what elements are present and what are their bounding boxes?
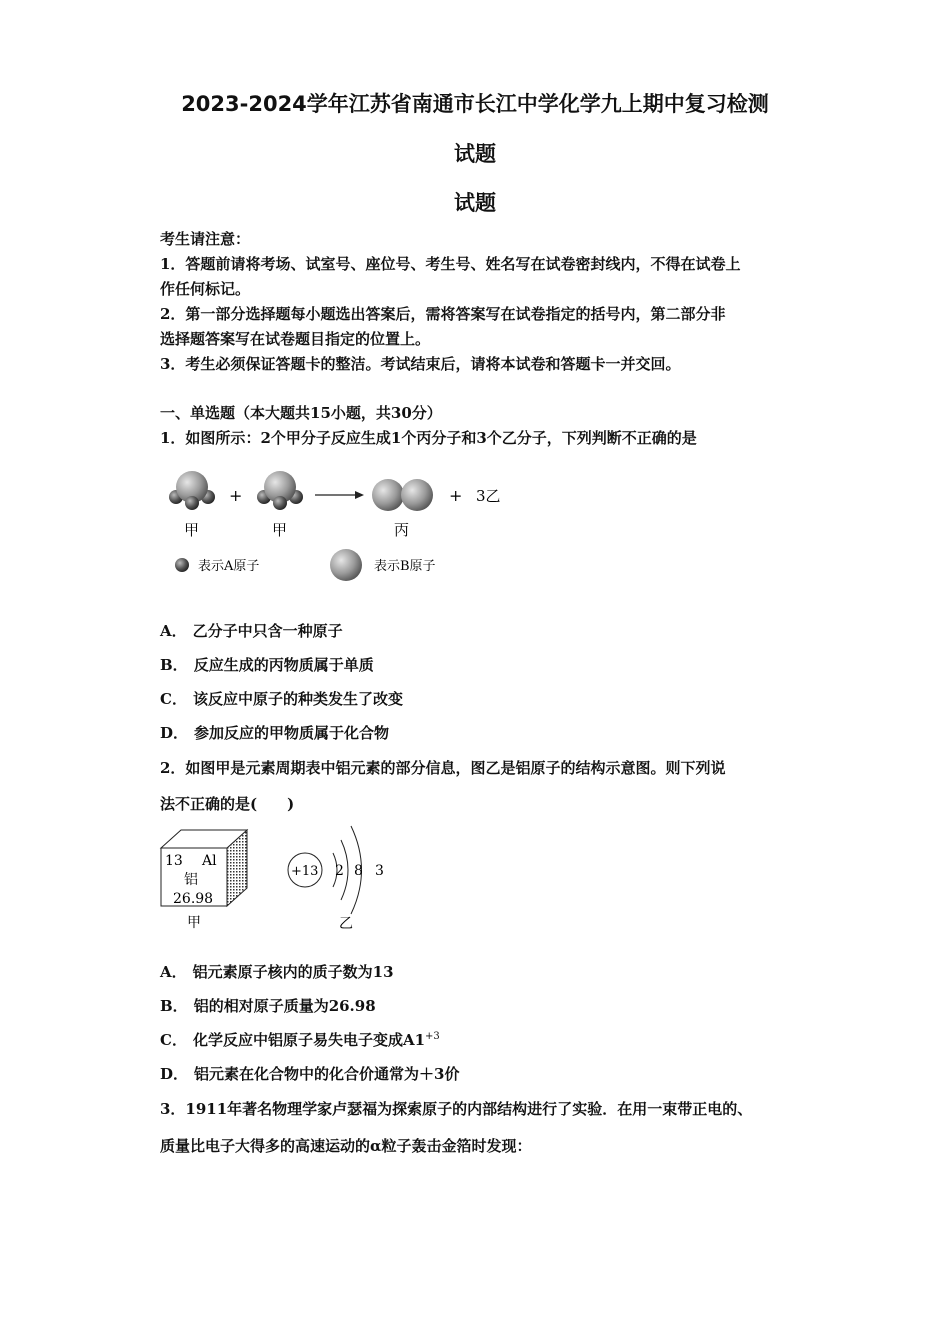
- option-text: 乙分子中只含一种原子: [192, 622, 343, 640]
- option-label: C．: [160, 690, 187, 708]
- atomic-mass: 26.98: [173, 891, 214, 907]
- caption-yi: 乙: [339, 916, 353, 932]
- notice-line: 选择题答案写在试卷题目指定的位置上。: [160, 330, 431, 348]
- atomic-number: 13: [165, 853, 183, 869]
- label-jia: 甲: [272, 521, 288, 539]
- option-label: B．: [160, 997, 188, 1015]
- exam-title-line1: 2023-2024学年江苏省南通市长江中学化学九上期中复习检测: [181, 92, 769, 116]
- q2-aluminum-figure: [155, 820, 405, 935]
- q3-stem-line2: 质量比电子大得多的高速运动的α粒子轰击金箔时发现：: [160, 1137, 532, 1155]
- element-name: 铝: [184, 872, 198, 888]
- label-jia: 甲: [184, 521, 200, 539]
- shell-3-electrons: 3: [375, 863, 384, 879]
- option-text: 参加反应的甲物质属于化合物: [194, 724, 390, 742]
- legend-a-atom-icon: [175, 558, 189, 572]
- shell-1-electrons: 2: [335, 863, 344, 879]
- q2-option-a[interactable]: [160, 961, 394, 982]
- shell-2-electrons: 8: [354, 863, 363, 879]
- option-label: C．: [160, 1031, 187, 1049]
- caption-jia: 甲: [187, 915, 201, 931]
- notice-line: 1．答题前请将考场、试室号、座位号、考生号、姓名写在试卷密封线内，不得在试卷上: [160, 255, 741, 273]
- q2-stem-line1: 2．如图甲是元素周期表中铝元素的部分信息，图乙是铝原子的结构示意图。则下列说: [160, 759, 726, 777]
- exam-title-line3: 试题: [454, 191, 496, 215]
- plus-sign: +: [449, 486, 463, 505]
- option-text: 化学反应中铝原子易失电子变成A1: [192, 1031, 426, 1049]
- option-text: 铝元素在化合物中的化合价通常为＋3价: [194, 1065, 460, 1083]
- product-3-yi: 3乙: [476, 487, 501, 505]
- option-label: A．: [160, 622, 187, 640]
- q1-stem: 1．如图所示：2个甲分子反应生成1个丙分子和3个乙分子，下列判断不正确的是: [160, 429, 697, 447]
- legend-a-text: 表示A原子: [198, 559, 260, 574]
- notice-heading: 考生请注意：: [160, 230, 251, 248]
- q2-option-c[interactable]: [160, 1029, 440, 1050]
- molecule-jia-2: [257, 471, 303, 510]
- option-label: D．: [160, 724, 189, 742]
- option-text: 铝的相对原子质量为26.98: [193, 997, 376, 1015]
- q3-stem-line1: 3．1911年著名物理学家卢瑟福为探索原子的内部结构进行了实验．在用一束带正电的、: [160, 1100, 753, 1118]
- q2-option-b[interactable]: [160, 995, 376, 1016]
- molecule-jia-1: [169, 471, 215, 510]
- legend-b-text: 表示B原子: [374, 559, 436, 574]
- q1-option-c[interactable]: [160, 688, 403, 709]
- element-symbol: Al: [202, 853, 217, 869]
- option-text: 该反应中原子的种类发生了改变: [192, 690, 403, 708]
- notice-line: 2．第一部分选择题每小题选出答案后，需将答案写在试卷指定的括号内，第二部分非: [160, 305, 726, 323]
- legend-b-atom-icon: [330, 549, 362, 581]
- exam-title-line2: 试题: [454, 142, 496, 166]
- option-label: B．: [160, 656, 188, 674]
- molecule-bing: [372, 479, 433, 511]
- notice-line: 作任何标记。: [160, 280, 251, 298]
- section-heading: 一、单选题（本大题共15小题，共30分）: [160, 404, 442, 422]
- option-label: D．: [160, 1065, 189, 1083]
- q1-reaction-figure: [160, 465, 520, 590]
- q2-stem-line2: 法不正确的是( ): [160, 795, 295, 813]
- option-superscript: +3: [425, 1031, 440, 1042]
- q1-option-b[interactable]: [160, 654, 374, 675]
- option-label: A．: [160, 963, 187, 981]
- notice-line: 3．考生必须保证答题卡的整洁。考试结束后，请将本试卷和答题卡一并交回。: [160, 355, 681, 373]
- plus-sign: +: [229, 486, 243, 505]
- option-text: 反应生成的丙物质属于单质: [193, 656, 374, 674]
- option-text: 铝元素原子核内的质子数为13: [192, 963, 394, 981]
- q1-option-d[interactable]: [160, 722, 389, 743]
- reaction-arrow: [315, 491, 364, 499]
- q2-option-d[interactable]: [160, 1063, 459, 1084]
- label-bing: 丙: [394, 521, 410, 539]
- q1-option-a[interactable]: [160, 620, 343, 641]
- nucleus-charge: +13: [291, 864, 319, 879]
